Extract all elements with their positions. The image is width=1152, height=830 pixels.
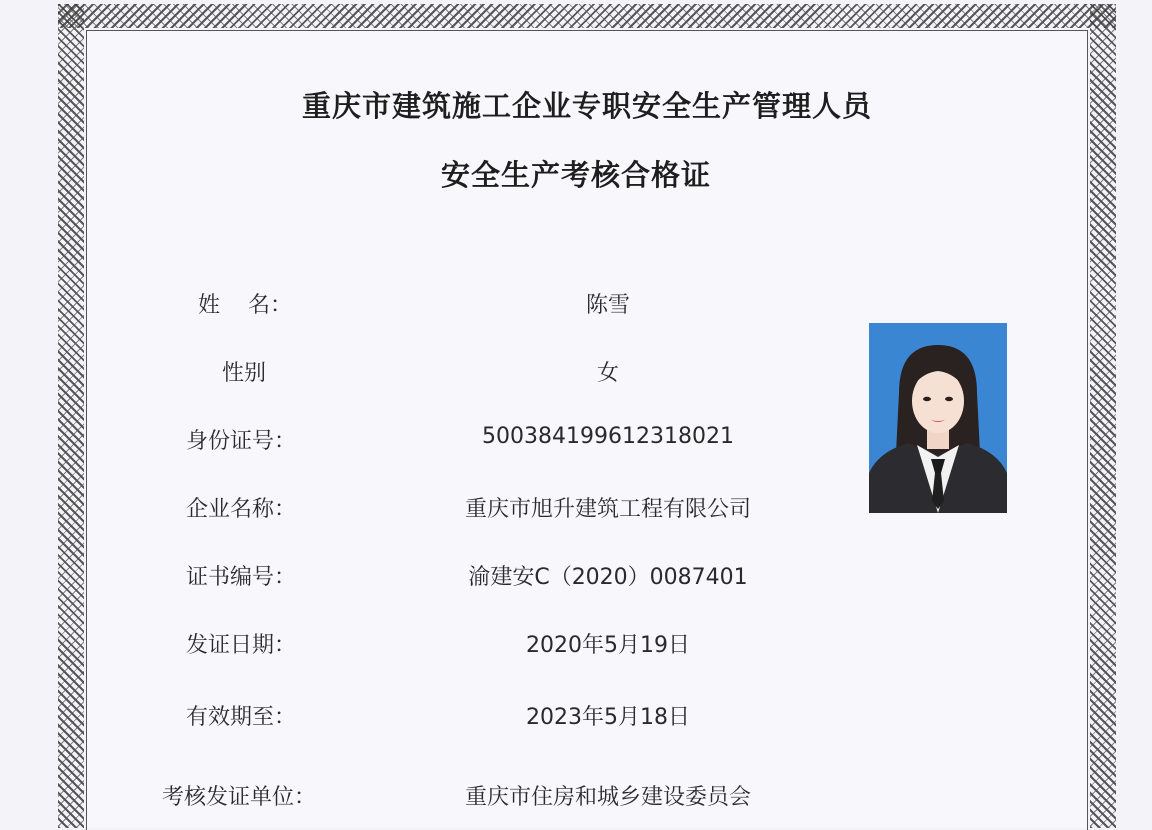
decorative-border-top <box>58 4 1116 28</box>
decorative-border-left <box>58 4 84 828</box>
field-value-issuing-authority: 重庆市住房和城乡建设委员会 <box>464 785 751 810</box>
decorative-border-right <box>1090 4 1116 828</box>
field-value-gender: 女 <box>596 361 619 386</box>
field-label-company: 企业名称： <box>186 497 297 522</box>
field-value-name: 陈雪 <box>585 293 630 318</box>
field-label-issuing-authority: 考核发证单位： <box>162 785 317 810</box>
field-value-valid-until: 2023年5月18日 <box>526 705 690 730</box>
field-label-issue-date: 发证日期： <box>186 633 297 658</box>
field-label-valid-until: 有效期至： <box>186 705 297 730</box>
id-photo <box>869 323 1007 513</box>
field-label-id-number: 身份证号： <box>186 429 297 454</box>
certificate-title-line2: 安全生产考核合格证 <box>440 158 711 192</box>
field-value-certificate-number: 渝建安C（2020）0087401 <box>468 565 748 590</box>
field-label-gender: 性别 <box>222 361 267 386</box>
field-value-issue-date: 2020年5月19日 <box>526 633 690 658</box>
field-value-company: 重庆市旭升建筑工程有限公司 <box>464 497 751 522</box>
field-label-certificate-number: 证书编号： <box>186 565 297 590</box>
portrait-icon <box>869 323 1007 513</box>
field-label-name: 姓 名： <box>198 293 292 318</box>
field-value-id-number: 500384199612318021 <box>482 424 734 449</box>
certificate-title-line1: 重庆市建筑施工企业专职安全生产管理人员 <box>301 89 872 123</box>
